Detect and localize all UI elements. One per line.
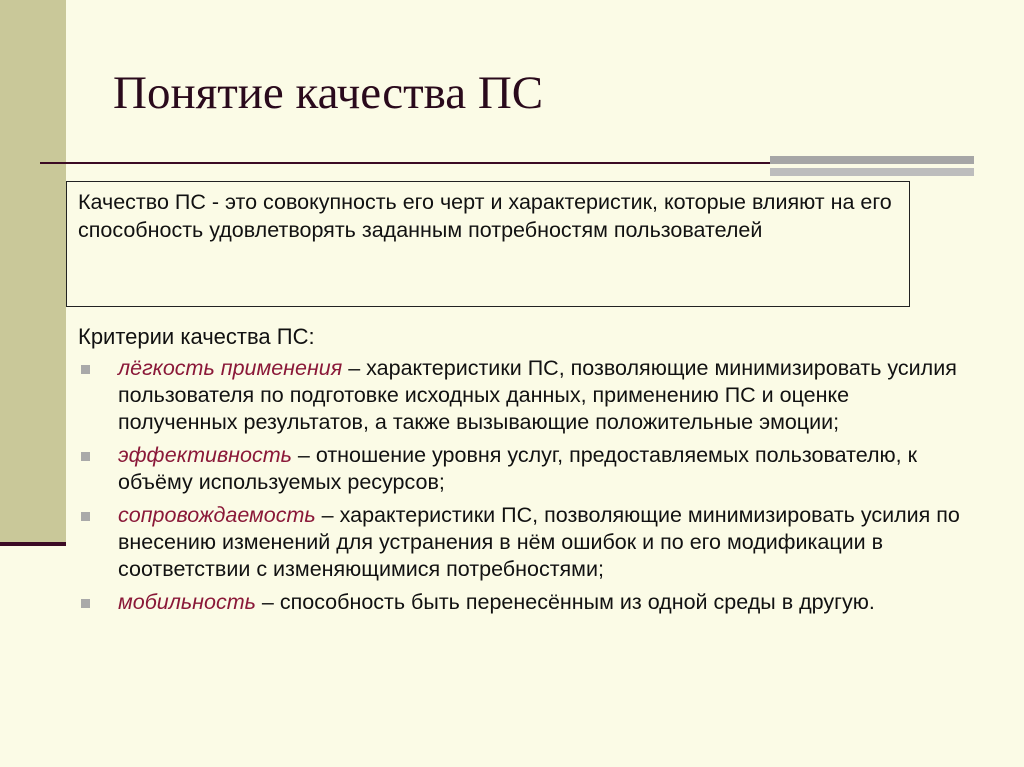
criteria-term: лёгкость применения bbox=[118, 356, 343, 380]
criteria-term: эффективность bbox=[118, 443, 292, 467]
definition-box bbox=[66, 181, 910, 307]
square-bullet-icon bbox=[81, 452, 90, 461]
criteria-description: – характеристики ПС, позволяющие минимизировать усилия пользователя по подготовке исходных данных, применению ПС и оценке полученных результатов, а также вызывающие положительные эмоции; bbox=[118, 356, 957, 434]
criteria-description: – способность быть перенесённым из одной среды в другую. bbox=[255, 590, 875, 614]
sidebar-decoration bbox=[0, 0, 66, 545]
square-bullet-icon bbox=[81, 365, 90, 374]
title-bar-decoration bbox=[770, 156, 974, 164]
criteria-item bbox=[78, 442, 968, 496]
criteria-list bbox=[78, 355, 968, 622]
square-bullet-icon bbox=[81, 512, 90, 521]
title-bar-decoration-lower bbox=[770, 168, 974, 176]
definition-text: Качество ПС - это совокупность его черт и характеристик, которые влияют на его способность удовлетворять заданным потребностям пользователей bbox=[78, 190, 892, 242]
square-bullet-icon bbox=[81, 599, 90, 608]
criteria-item bbox=[78, 589, 968, 616]
slide-title: Понятие качества ПС bbox=[113, 67, 544, 119]
criteria-item bbox=[78, 355, 968, 436]
criteria-item bbox=[78, 502, 968, 583]
criteria-term: сопровождаемость bbox=[118, 503, 316, 527]
criteria-description: – характеристики ПС, позволяющие минимизировать усилия по внесению изменений для устранения в нём ошибок и по его модификации в соответствии с изменяющимися потребностями; bbox=[118, 503, 960, 581]
title-rule bbox=[40, 162, 770, 164]
criteria-description: – отношение уровня услуг, предоставляемых пользователю, к объёму используемых ресурсов; bbox=[118, 443, 917, 494]
sidebar-accent-line bbox=[0, 542, 66, 546]
criteria-heading: Критерии качества ПС: bbox=[78, 324, 315, 349]
criteria-term: мобильность bbox=[118, 590, 256, 614]
